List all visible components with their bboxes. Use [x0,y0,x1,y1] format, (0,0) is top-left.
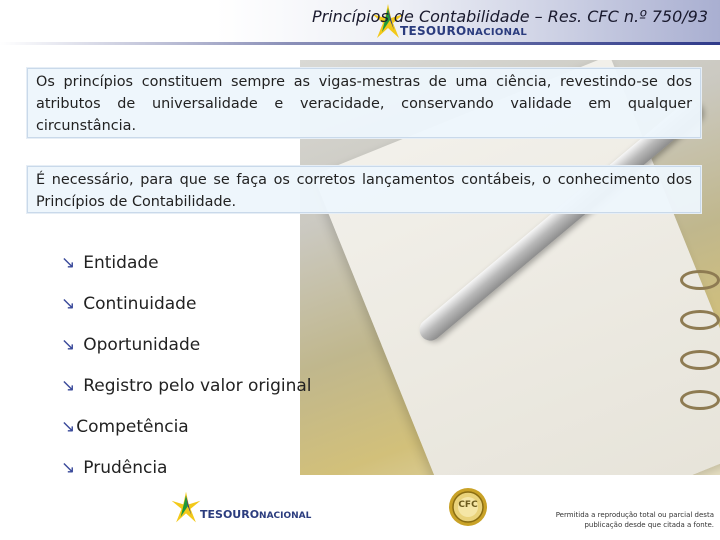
arrow-icon: ↘ [61,293,76,314]
list-item [61,365,312,406]
copyright-note-line: Permitida a reprodução total ou parcial desta [555,511,714,519]
list-item-label: Continuidade [83,293,197,314]
logo-word-1: TESOURO [200,508,260,521]
principles-list [61,242,312,488]
logo-word-1: TESOURO [400,24,467,38]
logo-word-2: NACIONAL [259,511,312,521]
list-item-label: Prudência [83,457,168,478]
arrow-icon: ↘ [61,416,76,437]
cfc-seal-label: CFC [458,500,478,510]
arrow-icon: ↘ [61,334,76,355]
spiral-ring [680,270,720,290]
arrow-icon: ↘ [61,375,76,396]
principles-importance-box: É necessário, para que se faça os corretos lançamentos contábeis, o conhecimento dos Princípios de Contabilidade. [27,166,701,213]
principles-definition-box: Os princípios constituem sempre as vigas-mestras de uma ciência, revestindo-se dos atributos de universalidade e veracidade, conservando validade em qualquer circunstância. [27,68,701,138]
copyright-note [544,510,714,530]
list-item [61,406,312,447]
list-item [61,283,312,324]
spiral-ring [680,350,720,370]
list-item [61,447,312,488]
list-item-label: Registro pelo valor original [83,375,312,396]
list-item-label: Oportunidade [83,334,201,355]
arrow-icon: ↘ [61,457,76,478]
list-item-label: Competência [76,416,189,437]
spiral-ring [680,310,720,330]
logo-word-2: NACIONAL [466,27,528,38]
list-item-label: Entidade [83,252,159,273]
tesouro-star-icon [168,488,204,528]
logo-wordmark [200,508,311,521]
arrow-icon: ↘ [61,252,76,273]
spiral-ring [680,390,720,410]
logo-wordmark [400,24,527,38]
footer-tesouro-logo [168,488,312,528]
list-item [61,242,312,283]
list-item [61,324,312,365]
cfc-seal [448,487,488,527]
page-title: Princípios de Contabilidade – Res. CFC n.º 750/93 [312,7,708,26]
copyright-note-line: publicação desde que citada a fonte. [584,521,714,529]
header-divider [0,42,720,45]
